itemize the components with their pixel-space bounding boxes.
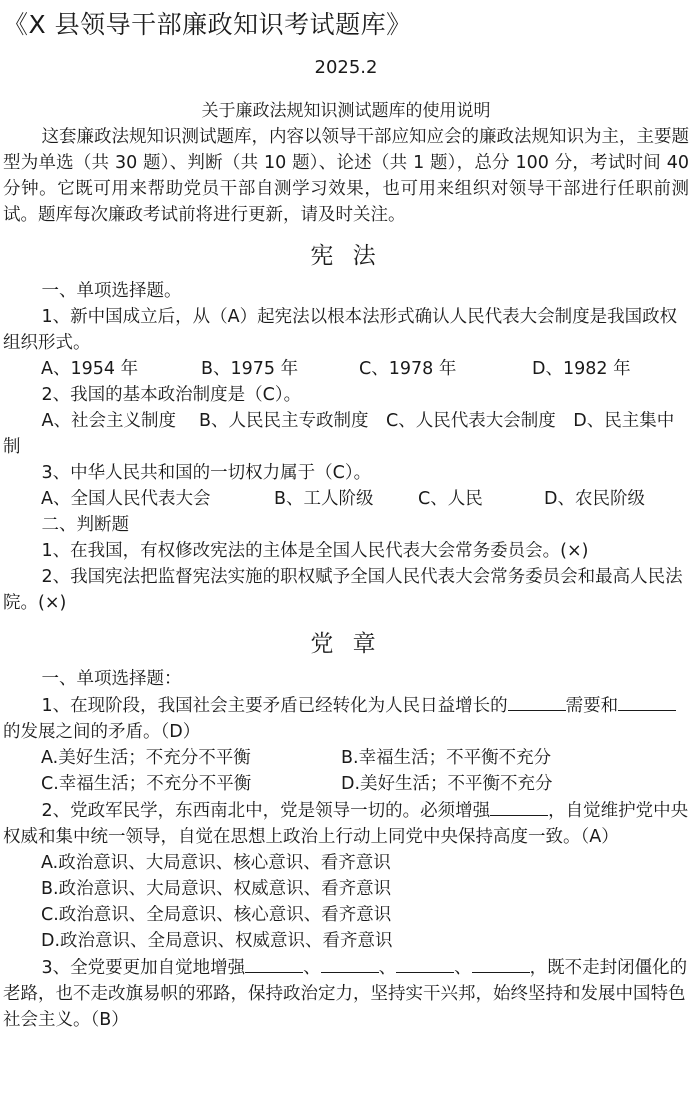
party-q2-option-a: A.政治意识、大局意识、核心意识、看齐意识 bbox=[41, 853, 391, 873]
constitution-tf-1: 1、在我国，有权修改宪法的主体是全国人民代表大会常务委员会。(×) bbox=[41, 541, 589, 561]
constitution-tf-2: 2、我国宪法把监督宪法实施的职权赋予全国人民代表大会常务委员会和最高人民法院。(×) bbox=[3, 567, 683, 613]
constitution-q1-options bbox=[3, 356, 689, 382]
party-q1-options-row-2 bbox=[3, 771, 689, 797]
answer-blank bbox=[245, 954, 303, 973]
party-question-2: 2、党政军民学，东西南北中，党是领导一切的。必须增强 ，自觉维护党中央权威和集中统一领导，自觉在思想上政治上行动上同党中央保持高度一致。（A） bbox=[3, 797, 689, 850]
constitution-q2-options: A、社会主义制度 B、人民民主专政制度 C、人民代表大会制度 D、民主集中制 bbox=[3, 411, 675, 457]
party-mc-heading: 一、单项选择题： bbox=[41, 669, 182, 689]
section-title-party-constitution: 党 章 bbox=[310, 631, 382, 657]
constitution-mc-heading: 一、单项选择题。 bbox=[41, 281, 182, 301]
constitution-question-3: 3、中华人民共和国的一切权力属于（C）。 bbox=[41, 463, 372, 483]
answer-blank bbox=[472, 954, 530, 973]
option-b: B、1975 年 bbox=[201, 359, 299, 379]
option-d: D、1982 年 bbox=[532, 359, 631, 379]
intro-paragraph: 这套廉政法规知识测试题库，内容以领导干部应知应会的廉政法规知识为主，主要题型为单选（共 30 题）、判断（共 10 题）、论述（共 1 题），总分 100 分，考试时间 40 分钟。它既可用来帮助党员干部自测学习效果，也可用来组织对领导干部进行任职前测试。题库每次廉政考试前将进行更新，请及时关注。 bbox=[3, 127, 689, 225]
option-c: C、1978 年 bbox=[359, 359, 457, 379]
party-q2-option-d: D.政治意识、全局意识、权威意识、看齐意识 bbox=[41, 931, 393, 951]
option-d: D.美好生活；不平衡不充分 bbox=[341, 774, 553, 794]
constitution-q3-options bbox=[3, 486, 689, 512]
option-b: B、工人阶级 bbox=[274, 489, 374, 509]
answer-blank bbox=[321, 954, 379, 973]
intro-heading: 关于廉政法规知识测试题库的使用说明 bbox=[201, 101, 491, 121]
constitution-question-1: 1、新中国成立后，从（A）起宪法以根本法形式确认人民代表大会制度是我国政权组织形式。 bbox=[3, 307, 678, 353]
constitution-tf-heading: 二、判断题 bbox=[41, 515, 129, 535]
option-a: A、全国人民代表大会 bbox=[41, 489, 211, 509]
constitution-question-2: 2、我国的基本政治制度是（C）。 bbox=[41, 385, 302, 405]
option-d: D、农民阶级 bbox=[544, 489, 645, 509]
party-q1-options-row-1 bbox=[3, 745, 689, 771]
option-a: A.美好生活；不充分不平衡 bbox=[41, 748, 251, 768]
option-c: C.幸福生活；不充分不平衡 bbox=[41, 774, 252, 794]
option-c: C、人民 bbox=[418, 489, 483, 509]
answer-blank bbox=[618, 692, 676, 711]
answer-blank bbox=[396, 954, 454, 973]
option-a: A、1954 年 bbox=[41, 359, 139, 379]
option-b: B.幸福生活；不平衡不充分 bbox=[341, 748, 552, 768]
party-q2-option-b: B.政治意识、大局意识、权威意识、看齐意识 bbox=[41, 879, 392, 899]
party-q2-option-c: C.政治意识、全局意识、核心意识、看齐意识 bbox=[41, 905, 392, 925]
document-title: 《X 县领导干部廉政知识考试题库》 bbox=[3, 10, 412, 39]
party-question-3: 3、全党要更加自觉地增强 、 、 、 ，既不走封闭僵化的老路，也不走改旗易帜的邪路，保持政治定力，坚持实干兴邦，始终坚持和发展中国特色社会主义。（B） bbox=[3, 954, 689, 1033]
party-question-1: 1、在现阶段，我国社会主要矛盾已经转化为人民日益增长的 需要和的发展之间的矛盾。（D） bbox=[3, 692, 689, 745]
answer-blank bbox=[490, 797, 548, 816]
document-date: 2025.2 bbox=[314, 57, 378, 78]
answer-blank bbox=[508, 692, 566, 711]
section-title-constitution: 宪 法 bbox=[310, 243, 382, 269]
